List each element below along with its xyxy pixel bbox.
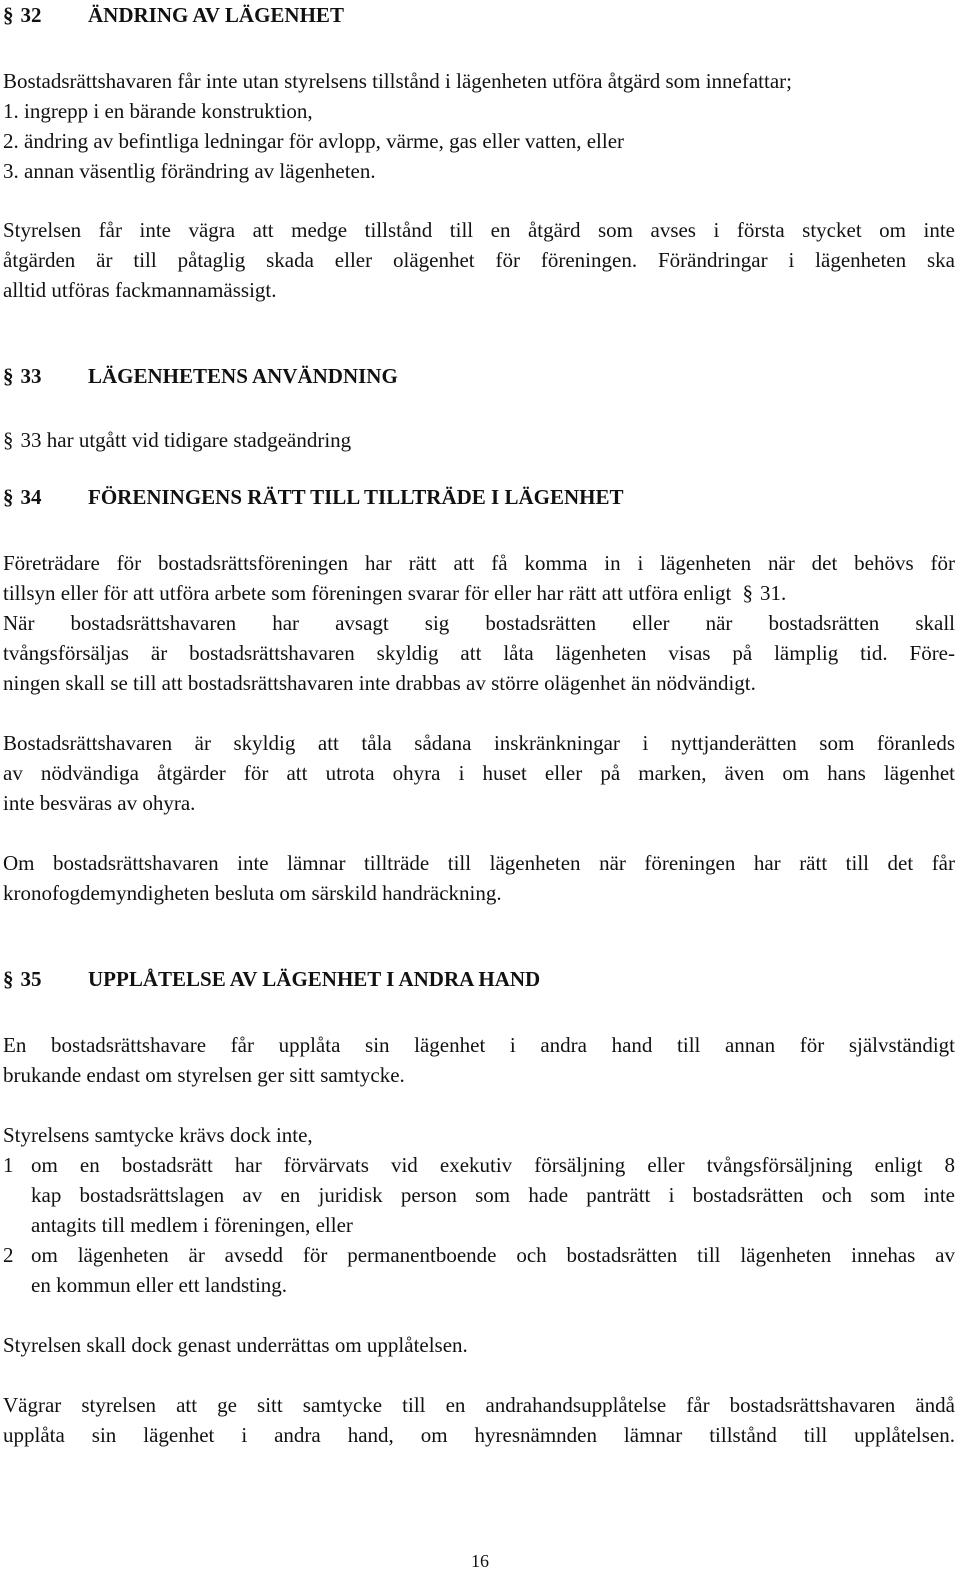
section-number: 32: [20, 3, 42, 27]
paragraph-line: ningen skall se till att bostadsrättshavaren inte drabbas av större olägenhet än nödvändigt.: [3, 671, 756, 695]
paragraph-line: Bostadsrättshavaren får inte utan styrelsens tillstånd i lägenheten utföra åtgärd som innefattar;: [3, 69, 792, 93]
paragraph-line: alltid utföras fackmannamässigt.: [3, 278, 277, 302]
list-item-line: en kommun eller ett landsting.: [31, 1273, 288, 1297]
list-item: 1. ingrepp i en bärande konstruktion,: [3, 99, 313, 123]
paragraph-line: En bostadsrättshavare får upplåta sin lägenhet i andra hand till annan för självständigt: [3, 1033, 955, 1057]
section-number: 35: [20, 967, 42, 991]
paragraph-line: Om bostadsrättshavaren inte lämnar tillträde till lägenheten när föreningen har rätt till det får: [3, 851, 955, 875]
section-sign: §: [3, 364, 14, 388]
list-intro: Styrelsens samtycke krävs dock inte,: [3, 1123, 313, 1147]
section-33-heading: [3, 361, 398, 391]
paragraph-line: Vägrar styrelsen att ge sitt samtycke till en andrahandsupplåtelse får bostadsrättshavaren ändå: [3, 1393, 955, 1417]
paragraph-line: Styrelsen får inte vägra att medge tillstånd till en åtgärd som avses i första stycket om inte: [3, 218, 955, 242]
paragraph-line: inte besväras av ohyra.: [3, 791, 196, 815]
paragraph-line: av nödvändiga åtgärder för att utrota ohyra i huset eller på marken, även om hans lägenhet: [3, 761, 955, 785]
section-sign: §: [3, 3, 14, 27]
section-number: 34: [20, 485, 42, 509]
section-reference: 31.: [760, 581, 787, 605]
paragraph-line: Företrädare för bostadsrättsföreningen har rätt att få komma in i lägenheten när det behövs för: [3, 551, 955, 575]
list-item-line: antagits till medlem i föreningen, eller: [31, 1213, 353, 1237]
section-title: FÖRENINGENS RÄTT TILL TILLTRÄDE I LÄGENHET: [88, 485, 624, 509]
paragraph-line: tvångsförsäljas är bostadsrättshavaren skyldig att låta lägenheten visas på lämplig tid. Före-: [3, 641, 955, 665]
paragraph-line: När bostadsrättshavaren har avsagt sig bostadsrätten eller när bostadsrätten skall: [3, 611, 955, 635]
list-item: 2. ändring av befintliga ledningar för avlopp, värme, gas eller vatten, eller: [3, 129, 625, 153]
section-33-note: § 33 har utgått vid tidigare stadgeändring: [3, 428, 352, 452]
list-item-line: kap bostadsrättslagen av en juridisk person som hade panträtt i bostadsrätten och som inte: [31, 1183, 955, 1207]
list-item: 3. annan väsentlig förändring av lägenheten.: [3, 159, 376, 183]
page-number: 16: [471, 1551, 489, 1571]
paragraph-line: Bostadsrättshavaren är skyldig att tåla sådana inskränkningar i nyttjanderätten som föranleds: [3, 731, 955, 755]
list-item-line: om lägenheten är avsedd för permanentboende och bostadsrätten till lägenheten innehas av: [31, 1243, 955, 1267]
paragraph-line: kronofogdemyndigheten besluta om särskild handräckning.: [3, 881, 502, 905]
notice-line: Styrelsen skall dock genast underrättas om upplåtelsen.: [3, 1333, 468, 1357]
section-title: UPPLÅTELSE AV LÄGENHET I ANDRA HAND: [88, 967, 541, 991]
section-34-heading: [3, 482, 624, 512]
list-marker: 1: [3, 1153, 14, 1177]
paragraph-line: åtgärden är till påtaglig skada eller olägenhet för föreningen. Förändringar i lägenheten ska: [3, 248, 955, 272]
paragraph-line: tillsyn eller för att utföra arbete som föreningen svarar för eller har rätt att utföra enligt § 31.: [3, 581, 787, 605]
section-sign: §: [3, 428, 14, 452]
section-32-heading: [3, 0, 344, 30]
section-sign: §: [3, 967, 14, 991]
section-title: LÄGENHETENS ANVÄNDNING: [88, 364, 398, 388]
section-35-heading: [3, 964, 540, 994]
paragraph-line: brukande endast om styrelsen ger sitt samtycke.: [3, 1063, 405, 1087]
section-sign: §: [3, 485, 14, 509]
paragraph-line: upplåta sin lägenhet i andra hand, om hyresnämnden lämnar tillstånd till upplåtelsen.: [3, 1423, 955, 1447]
section-sign: §: [742, 581, 754, 605]
section-number: 33: [20, 364, 42, 388]
list-marker: 2: [3, 1243, 14, 1267]
list-item-line: om en bostadsrätt har förvärvats vid exekutiv försäljning eller tvångsförsäljning enligt 8: [31, 1153, 955, 1177]
section-title: ÄNDRING AV LÄGENHET: [88, 3, 344, 27]
